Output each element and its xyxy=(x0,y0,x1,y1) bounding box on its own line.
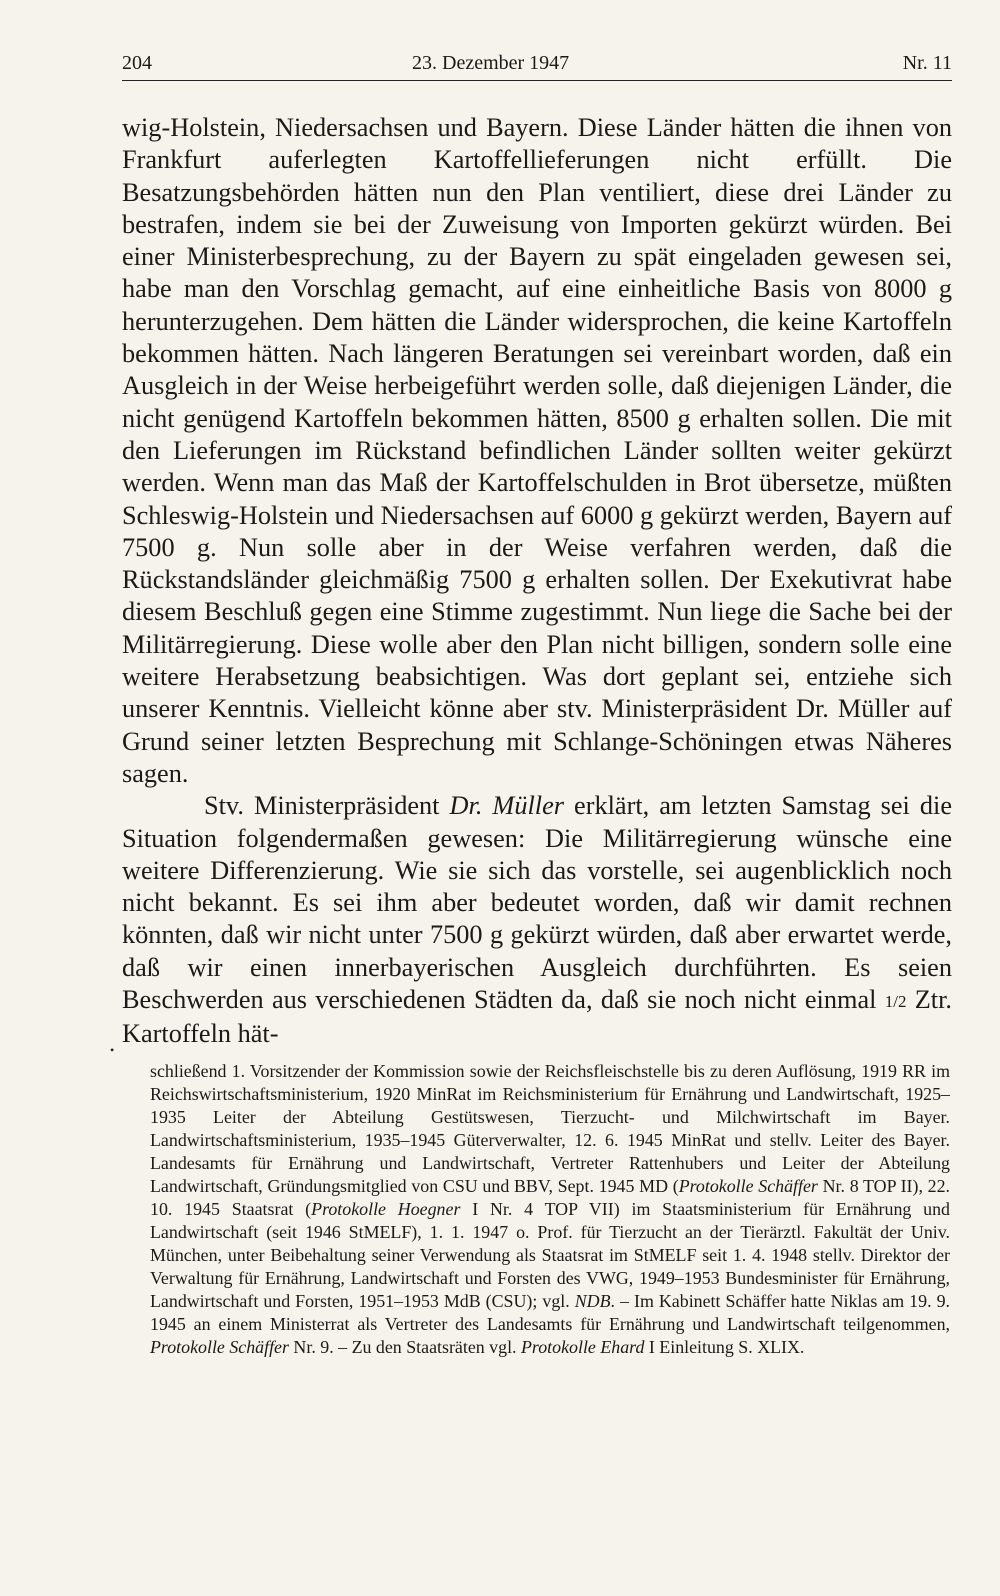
paragraph-1: wig-Holstein, Niedersachsen und Bayern. Diese Länder hätten die ihnen von Frankfurt auferlegten Kartoffellieferungen nicht erfüllt. Die Besatzungsbehörden hätten nun den Plan ventiliert, diese drei Länder zu bestrafen, indem sie bei der Zuweisung von Importen gekürzt würden. Bei einer Ministerbesprechung, zu der Bayern zu spät eingeladen gewesen sei, habe man den Vorschlag gemacht, auf eine einheitliche Basis von 8000 g herunterzugehen. Dem hätten die Länder widersprochen, die keine Kartoffeln bekommen hätten. Nach längeren Beratungen sei vereinbart worden, daß ein Ausgleich in der Weise herbeigeführt werden solle, daß diejenigen Länder, die nicht genügend Kartoffeln bekommen hätten, 8500 g erhalten sollen. Die mit den Lieferungen im Rückstand befindlichen Länder sollten weiter gekürzt werden. Wenn man das Maß der Kartoffelschulden in Brot übersetze, müßten Schleswig-Holstein und Niedersachsen auf 6000 g gekürzt werden, Bayern auf 7500 g. Nun solle aber in der Weise verfahren werden, daß die Rückstandsländer gleichmäßig 7500 g erhalten sollen. Der Exekutivrat habe diesem Beschluß gegen eine Stimme zugestimmt. Nun liege die Sache bei der Militärregierung. Diese wolle aber den Plan nicht billigen, sondern solle eine weitere Herabsetzung beabsichtigen. Was dort geplant sei, entziehe sich unserer Kenntnis. Vielleicht könne aber stv. Ministerpräsident Dr. Müller auf Grund seiner letzten Besprechung mit Schlange-Schöningen etwas Näheres sagen. xyxy=(122,113,952,788)
footnote-citation: Protokolle Schäffer xyxy=(678,1176,818,1196)
main-text xyxy=(122,112,952,1051)
running-header xyxy=(122,48,952,81)
footnote-segment: I Einleitung S. XLIX. xyxy=(644,1337,805,1357)
footnote xyxy=(150,1060,950,1359)
footnote-citation: NDB xyxy=(574,1291,611,1311)
page-number: 204 xyxy=(122,52,152,74)
para2-end: Ztr. Kartoffeln hät- xyxy=(122,985,952,1049)
stray-mark: • xyxy=(110,1043,115,1057)
footnote-citation: Protokolle Ehard xyxy=(521,1337,645,1357)
issue-number: Nr. 11 xyxy=(902,52,952,74)
footnote-text xyxy=(150,1060,950,1359)
para2-prefix: Stv. Ministerpräsident xyxy=(204,791,450,821)
footnote-segment: . – Im Kabinett Schäffer hatte Niklas am 19. 9. 1945 an einem Ministerrat als Vertreter des Landesamts für Ernährung und Landwirtschaft teilgenommen, xyxy=(150,1291,950,1334)
footnote-segment: Nr. 8 TOP II), 22. 10. 1945 Staatsrat ( xyxy=(150,1176,951,1219)
footnote-segment: Nr. 9. – Zu den Staatsräten vgl. xyxy=(288,1337,521,1357)
fraction: 1/2 xyxy=(884,992,907,1012)
header-date: 23. Dezember 1947 xyxy=(412,52,570,74)
footnote-segment: schließend 1. Vorsitzender der Kommission sowie der Reichsfleischstelle bis zu deren Auflösung, 1919 RR im Reichswirtschaftsministerium, 1920 MinRat im Reichsministerium für Ernährung und Landwirtschaft, 1925–1935 Leiter der Abteilung Gestütswesen, Tierzucht- und Milchwirtschaft im Bayer. Landwirtschaftsministerium, 1935–1945 Güterverwalter, 12. 6. 1945 MinRat und stellv. Leiter des Bayer. Landesamts für Ernährung und Landwirtschaft, Vertreter Rattenhubers und Leiter der Abteilung Landwirtschaft, Gründungsmitglied von CSU und BBV, Sept. 1945 MD ( xyxy=(150,1061,950,1196)
footnote-citation: Protokolle Schäffer xyxy=(150,1337,289,1357)
speaker-name: Dr. Müller xyxy=(449,791,564,821)
footnote-citation: Protokolle Hoegner xyxy=(311,1199,461,1219)
para2-main: erklärt, am letzten Samstag sei die Situation folgendermaßen gewesen: Die Militärregierung wünsche eine weitere Differenzierung. Wie sie sich das vorstelle, sei augenblicklich noch nicht bekannt. Es sei ihm aber bedeutet worden, daß wir damit rechnen könnten, daß wir nicht unter 7500 g gekürzt würden, daß aber erwartet werde, daß wir einen innerbayerischen Ausgleich durchführten. Es seien Beschwerden aus verschiedenen Städten da, daß sie noch nicht einmal xyxy=(122,791,953,1015)
footnote-segment: I Nr. 4 TOP VII) im Staatsministerium für Ernährung und Landwirtschaft (seit 1946 StMELF), 1. 1. 1947 o. Prof. für Tierzucht an der Tierärztl. Fakultät der Univ. München, unter Beibehaltung seiner Verwendung als Staatsrat im StMELF seit 1. 4. 1948 stellv. Direktor der Verwaltung für Ernährung, Landwirtschaft und Forsten des VWG, 1949–1953 Bundesminister für Ernährung, Landwirtschaft und Forsten, 1951–1953 MdB (CSU); vgl. xyxy=(150,1199,950,1311)
paragraph-2 xyxy=(122,790,952,1050)
